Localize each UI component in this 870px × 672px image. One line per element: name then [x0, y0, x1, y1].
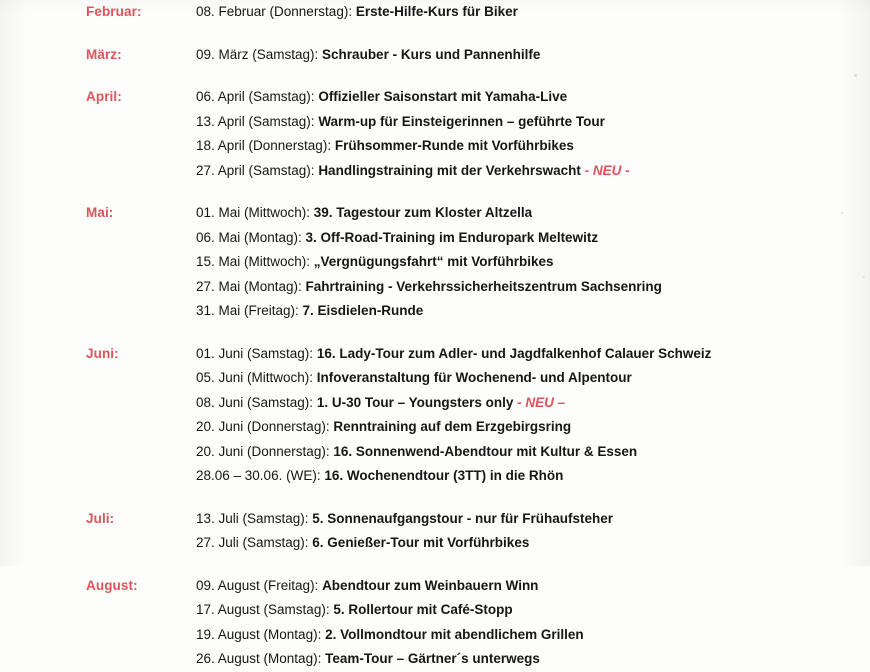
- entry-date: 28.06 – 30.06. (WE):: [196, 468, 325, 483]
- entry-title: Handlingstraining mit der Verkehrswacht: [318, 162, 581, 178]
- calendar-entry: [196, 574, 870, 599]
- entry-date: 31. Mai (Freitag):: [196, 303, 303, 318]
- calendar-entry: [196, 531, 870, 556]
- entry-date: 01. Mai (Mittwoch):: [196, 205, 314, 220]
- entry-title: Fahrtraining - Verkehrssicherheitszentrum Sachsenring: [305, 278, 662, 294]
- month-block: [0, 507, 870, 556]
- entry-title: Erste-Hilfe-Kurs für Biker: [355, 4, 518, 19]
- entry-date: 19. August (Montag):: [196, 626, 326, 642]
- entry-date: 26. August (Montag):: [196, 651, 326, 666]
- month-spacer: [0, 67, 870, 85]
- entry-title: Abendtour zum Weinbauern Winn: [322, 577, 539, 593]
- entry-date: 15. Mai (Mittwoch):: [196, 254, 314, 269]
- entry-title: Frühsommer-Runde mit Vorführbikes: [334, 138, 574, 153]
- entry-date: 27. April (Samstag):: [196, 162, 319, 178]
- month-label: Februar:: [86, 4, 142, 19]
- calendar-entry: [196, 440, 870, 465]
- month-spacer: [0, 25, 870, 43]
- calendar-entry: [196, 134, 870, 159]
- calendar-entry: [196, 464, 870, 489]
- calendar-entry: [196, 201, 870, 226]
- entry-title: 6. Genießer-Tour mit Vorführbikes: [312, 535, 530, 550]
- entry-title: Warm-up für Einsteigerinnen – geführte Tour: [318, 113, 605, 129]
- month-entries: [110, 574, 870, 672]
- entry-title: 7. Eisdielen-Runde: [302, 303, 424, 318]
- entry-title: Renntraining auf dem Erzgebirgsring: [333, 419, 572, 434]
- entry-date: 20. Juni (Donnerstag):: [196, 419, 334, 434]
- month-spacer: [0, 489, 870, 507]
- month-spacer: [0, 324, 870, 342]
- month-label: März:: [86, 46, 122, 62]
- month-entries: [110, 342, 870, 489]
- entry-title: 5. Sonnenaufgangstour - nur für Frühaufsteher: [312, 510, 614, 526]
- entry-date: 13. Juli (Samstag):: [196, 510, 313, 526]
- month-label: August:: [86, 577, 138, 593]
- calendar-entry: [196, 110, 870, 135]
- entry-title: 5. Rollertour mit Café-Stopp: [333, 602, 513, 617]
- calendar-entry: [196, 43, 870, 68]
- entry-title: Infoveranstaltung für Wochenend- und Alpentour: [316, 370, 632, 385]
- entry-title: 2. Vollmondtour mit abendlichem Grillen: [325, 626, 584, 642]
- calendar-entry: [196, 623, 870, 648]
- entry-title: Team-Tour – Gärtner´s unterwegs: [325, 651, 540, 666]
- entry-date: 09. März (Samstag):: [196, 46, 323, 62]
- entry-title: 1. U-30 Tour – Youngsters only: [316, 394, 514, 410]
- calendar-entry: [196, 598, 870, 623]
- entry-date: 05. Juni (Mittwoch):: [196, 370, 317, 385]
- entry-title: „Vergnügungsfahrt“ mit Vorführbikes: [313, 254, 554, 269]
- calendar-entry: [196, 299, 870, 324]
- month-spacer: [0, 556, 870, 574]
- entry-date: 18. April (Donnerstag):: [196, 138, 335, 153]
- entry-date: 09. August (Freitag):: [196, 577, 323, 593]
- month-label: April:: [86, 89, 122, 104]
- month-entries: [110, 85, 870, 183]
- entry-title: 16. Wochenendtour (3TT) in die Rhön: [324, 468, 564, 483]
- month-block: [0, 85, 870, 183]
- entry-date: 13. April (Samstag):: [196, 113, 319, 129]
- calendar-entry: [196, 250, 870, 275]
- month-block: [0, 574, 870, 672]
- entry-date: 06. April (Samstag):: [196, 89, 319, 104]
- calendar-entry: [196, 366, 870, 391]
- month-block: [0, 0, 870, 25]
- calendar-entry: [196, 226, 870, 251]
- month-block: [0, 342, 870, 489]
- month-block: [0, 201, 870, 324]
- entry-date: 20. Juni (Donnerstag):: [196, 443, 334, 459]
- month-entries: [110, 43, 870, 68]
- entry-date: 06. Mai (Montag):: [196, 229, 306, 245]
- calendar-entry: [196, 0, 870, 25]
- calendar-entry: [196, 391, 870, 416]
- entry-title: 16. Sonnenwend-Abendtour mit Kultur & Essen: [333, 443, 638, 459]
- entry-title: 16. Lady-Tour zum Adler- und Jagdfalkenhof Calauer Schweiz: [316, 345, 712, 361]
- calendar-entry: [196, 647, 870, 672]
- month-block: [0, 43, 870, 68]
- month-entries: [110, 507, 870, 556]
- calendar-entry: [196, 342, 870, 367]
- month-entries: [110, 201, 870, 324]
- month-label: Juni:: [86, 345, 119, 361]
- calendar-entry: [196, 507, 870, 532]
- entry-date: 01. Juni (Samstag):: [196, 345, 317, 361]
- entry-new-badge: - NEU –: [513, 394, 566, 410]
- month-spacer: [0, 183, 870, 201]
- entry-title: Schrauber - Kurs und Pannenhilfe: [322, 46, 541, 62]
- month-entries: [110, 0, 870, 25]
- entry-title: 39. Tagestour zum Kloster Altzella: [313, 205, 533, 220]
- calendar-entry: [196, 415, 870, 440]
- entry-date: 08. Februar (Donnerstag):: [196, 4, 356, 19]
- calendar-entry: [196, 85, 870, 110]
- entry-date: 17. August (Samstag):: [196, 602, 334, 617]
- calendar-entry: [196, 275, 870, 300]
- entry-new-badge: - NEU -: [580, 162, 630, 178]
- entry-title: 3. Off-Road-Training im Enduropark Meltewitz: [305, 229, 599, 245]
- calendar-entry: [196, 159, 870, 184]
- entry-date: 27. Juli (Samstag):: [196, 535, 313, 550]
- month-label: Mai:: [86, 205, 114, 220]
- entry-date: 27. Mai (Montag):: [196, 278, 306, 294]
- month-label: Juli:: [86, 510, 115, 526]
- entry-title: Offizieller Saisonstart mit Yamaha-Live: [318, 89, 568, 104]
- entry-date: 08. Juni (Samstag):: [196, 394, 317, 410]
